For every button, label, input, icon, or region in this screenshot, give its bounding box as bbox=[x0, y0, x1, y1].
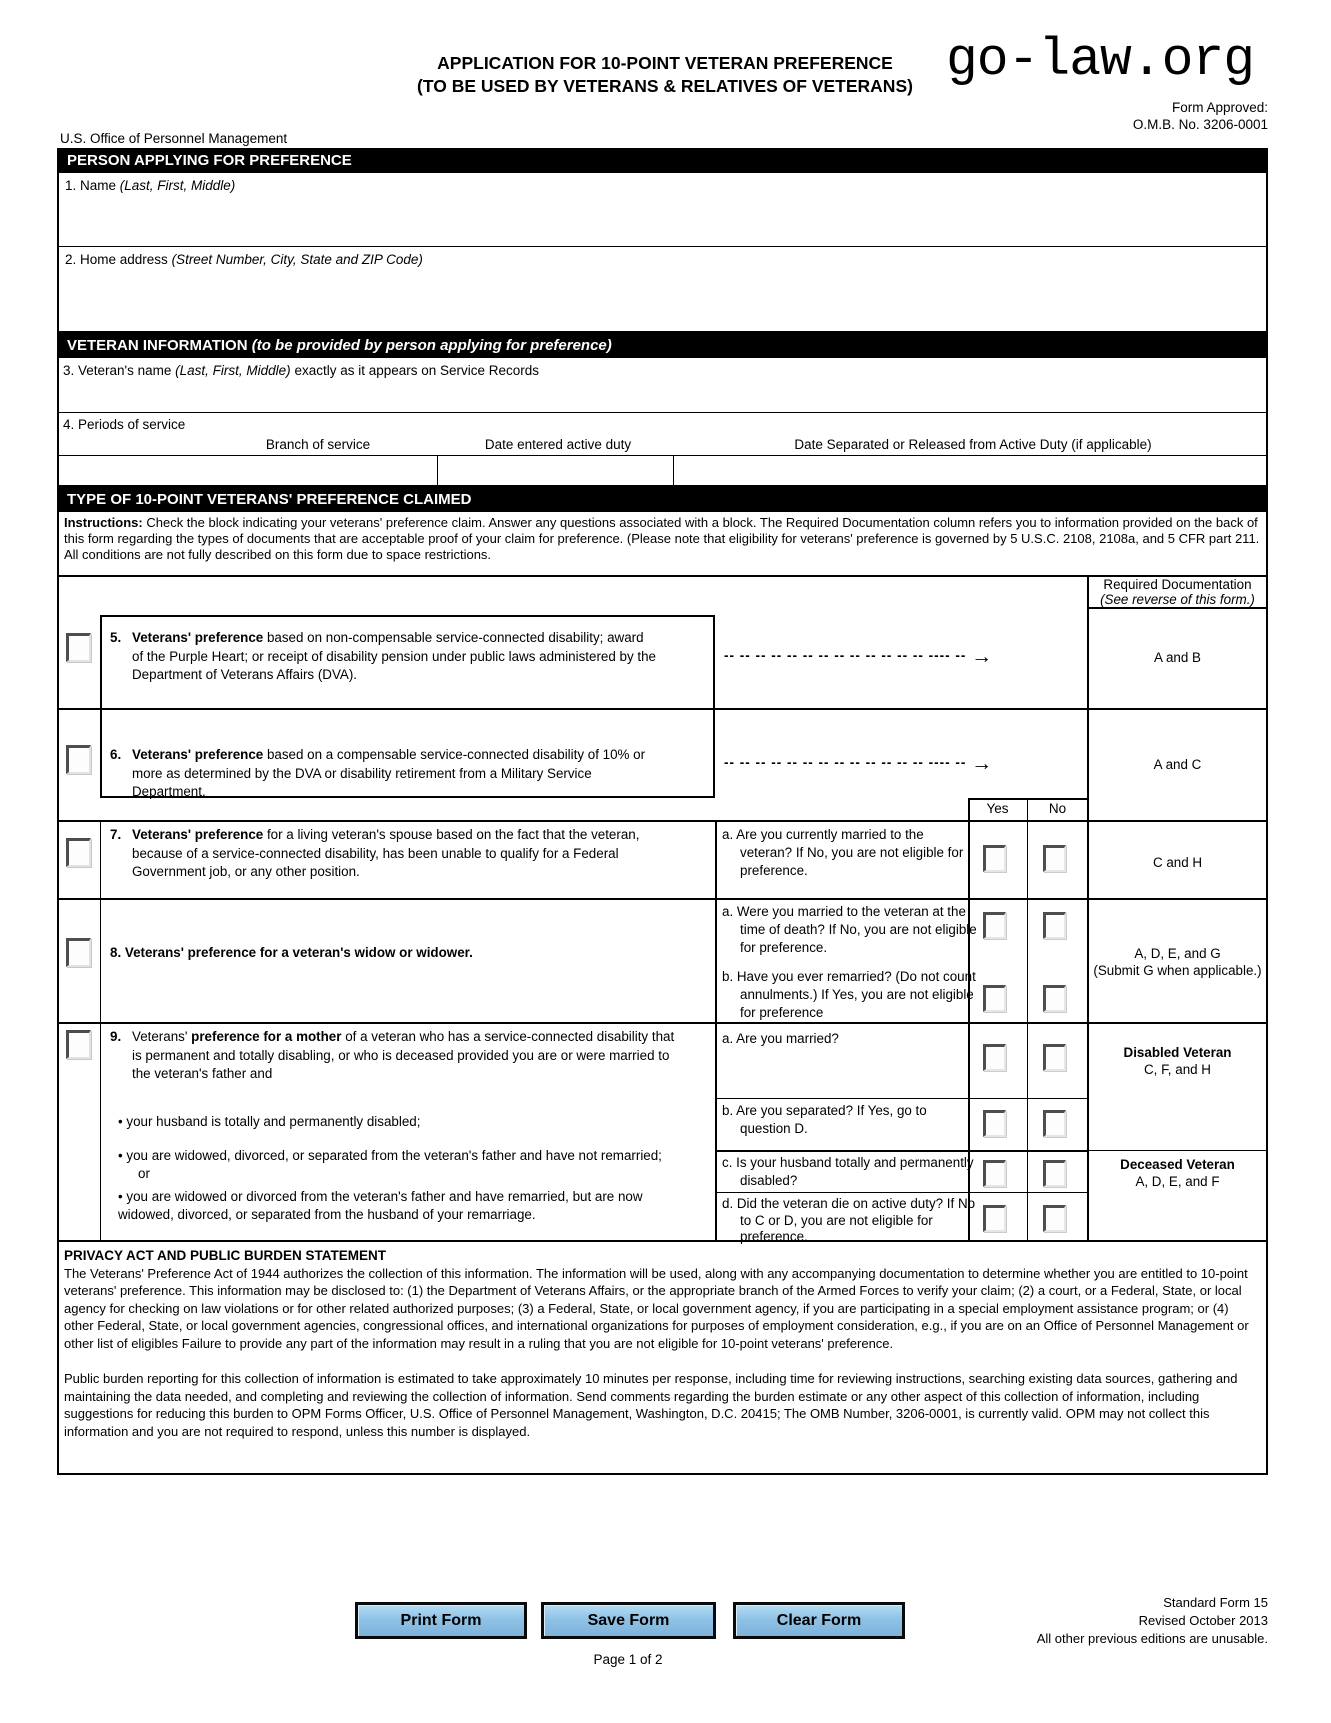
page-number: Page 1 of 2 bbox=[593, 1652, 663, 1667]
q9d-no-checkbox[interactable] bbox=[1043, 1205, 1066, 1232]
item5-dashed-arrow: -- -- -- -- -- -- -- -- -- -- -- -- -- ---- -- → bbox=[724, 645, 994, 668]
save-form-button[interactable]: Save Form bbox=[541, 1602, 716, 1639]
print-form-button[interactable]: Print Form bbox=[355, 1602, 527, 1639]
doc-column-border bbox=[1087, 575, 1089, 1242]
item9-doc-deceased: Deceased Veteran A, D, E, and F bbox=[1120, 1157, 1235, 1189]
name-field-label: 1. Name (Last, First, Middle) bbox=[65, 178, 236, 193]
question-column-border bbox=[715, 820, 717, 1242]
item8-doc: A, D, E, and G (Submit G when applicable.) bbox=[1093, 946, 1262, 978]
arrow-right-icon: → bbox=[971, 752, 994, 775]
row9-subline-ab bbox=[715, 1098, 1087, 1099]
q9c-no-checkbox[interactable] bbox=[1043, 1160, 1066, 1187]
row9-subline-bc bbox=[715, 1150, 1087, 1152]
date-separated-input[interactable] bbox=[676, 457, 1264, 485]
column-header-date-entered: Date entered active duty bbox=[484, 437, 632, 452]
form-title-line1: APPLICATION FOR 10-POINT VETERAN PREFERENCE bbox=[437, 53, 893, 73]
omb-number: O.M.B. No. 3206-0001 bbox=[1132, 116, 1268, 132]
item9-checkbox[interactable] bbox=[66, 1030, 91, 1059]
agency-name: U.S. Office of Personnel Management bbox=[60, 131, 288, 146]
question-7a: a. Are you currently married to the veteran? If No, you are not eligible for preference. bbox=[722, 827, 964, 878]
item5-checkbox[interactable] bbox=[66, 633, 91, 662]
q8b-yes-checkbox[interactable] bbox=[983, 985, 1006, 1012]
doc-column-split-line bbox=[1087, 1150, 1268, 1151]
item6-dashed-arrow: -- -- -- -- -- -- -- -- -- -- -- -- -- ---- -- → bbox=[724, 752, 994, 775]
item9-bullet1: • your husband is totally and permanently disabled; bbox=[118, 1114, 421, 1129]
item5-text: 5. Veterans' preference based on non-compensable service-connected disability; award of the Purple Heart; or receipt of disability pension under public laws administered by the Department of Veterans Affairs (DVA). bbox=[110, 630, 657, 682]
doc-column-header: Required Documentation (See reverse of this form.) bbox=[1100, 577, 1255, 607]
checkbox-column-border bbox=[100, 820, 101, 1242]
row-line-6-7 bbox=[57, 820, 1268, 822]
address-input[interactable] bbox=[60, 270, 1264, 328]
q8a-no-checkbox[interactable] bbox=[1043, 912, 1066, 939]
veteran-name-label: 3. Veteran's name (Last, First, Middle) exactly as it appears on Service Records bbox=[63, 363, 540, 378]
name-input[interactable] bbox=[60, 196, 1264, 242]
q9d-yes-checkbox[interactable] bbox=[983, 1205, 1006, 1232]
arrow-right-icon: → bbox=[971, 645, 994, 668]
form-approved-block bbox=[968, 100, 1268, 133]
question-8a: a. Were you married to the veteran at the time of death? If No, you are not eligible for preference. bbox=[722, 904, 977, 955]
form-revision-date: Revised October 2013 bbox=[1138, 1613, 1268, 1628]
item9-bullet2: • you are widowed, divorced, or separated from the veteran's father and have not remarried; bbox=[118, 1148, 662, 1163]
privacy-section bbox=[64, 1247, 1260, 1440]
item6-text: 6. Veterans' preference based on a compensable service-connected disability of 10% or more as determined by the DVA or disability retirement from a Military Service Department. bbox=[110, 747, 646, 799]
item9-doc-disabled: Disabled Veteran C, F, and H bbox=[1123, 1045, 1232, 1077]
privacy-paragraph-2: Public burden reporting for this collection of information is estimated to take approximately 10 minutes per response, including time for reviewing instructions, searching existing data sources, gathering and maintaining the data needed, and completing and reviewing the collection of information. Send comments regarding the burden estimate or any other aspect of this collection of information, including suggestions for reducing this burden to OPM Forms Officer, U.S. Office of Personnel Management, Washington, D.C. 20415; The OMB Number, 3206-0001, is currently valid. OPM may not collect this information and you are not required to respond, unless this number is displayed. bbox=[64, 1371, 1238, 1439]
question-9a: a. Are you married? bbox=[722, 1031, 839, 1046]
form-approved-label: Form Approved: bbox=[1171, 100, 1268, 115]
q7a-yes-checkbox[interactable] bbox=[983, 845, 1006, 872]
periods-cell-divider-1 bbox=[437, 455, 438, 487]
row9-subline-cd bbox=[715, 1192, 1087, 1193]
form-title bbox=[330, 52, 1000, 98]
item9-bullet2-or: or bbox=[138, 1166, 150, 1181]
item9-text: 9. Veterans' preference for a mother of a veteran who has a service-connected disability that is permanent and totally disabling, or who is deceased provided you are or were married to the veteran's father and bbox=[110, 1029, 675, 1081]
item7-checkbox[interactable] bbox=[66, 838, 91, 867]
no-column-header: No bbox=[1048, 801, 1067, 816]
form-revision-block bbox=[868, 1594, 1268, 1648]
veteran-row-divider bbox=[57, 412, 1268, 413]
address-field-label: 2. Home address (Street Number, City, State and ZIP Code) bbox=[65, 252, 423, 267]
q8a-yes-checkbox[interactable] bbox=[983, 912, 1006, 939]
item8-checkbox[interactable] bbox=[66, 938, 91, 967]
periods-cell-divider-2 bbox=[673, 455, 674, 487]
section-bar-claims: TYPE OF 10-POINT VETERANS' PREFERENCE CLAIMED bbox=[57, 487, 1268, 512]
privacy-paragraph-1: The Veterans' Preference Act of 1944 authorizes the collection of this information. The information will be used, along with any accompanying documentation to determine whether you are entitled to 10-point veterans' preference. This information may be disclosed to: (1) the Department of Veterans Affairs, or the appropriate branch of the Armed Forces to verify your claim; (2) a court, or a Federal, State, or local agency for checking on law violations or for other related authorized purposes; (3) a Federal, State, or local government agency, if you are participating in a special employment assistance program; or (4) other Federal, State, or local government agencies, congressional offices, and international organizations for purposes of employment consideration, e.g., if you are on an Office of Personnel Management or other list of eligibles Failure to provide any part of the information may result in a ruling that you are not eligible for 10-point veterans' preference. bbox=[64, 1265, 1249, 1351]
section-bar-person: PERSON APPLYING FOR PREFERENCE bbox=[57, 148, 1268, 173]
go-law-logo: go-law.org bbox=[946, 30, 1255, 90]
name-field-hint: (Last, First, Middle) bbox=[119, 178, 236, 193]
section-bar-veteran: VETERAN INFORMATION (to be provided by person applying for preference) bbox=[57, 333, 1268, 358]
veteran-name-hint: (Last, First, Middle) bbox=[175, 363, 291, 378]
item6-doc: A and C bbox=[1153, 757, 1202, 772]
item7-text: 7. Veterans' preference for a living veteran's spouse based on the fact that the veteran, because of a service-connected disability, has been unable to qualify for a Federal Government job, or any other position. bbox=[110, 827, 640, 879]
row-line-8-9 bbox=[57, 1022, 1268, 1024]
address-field-hint: (Street Number, City, State and ZIP Code) bbox=[171, 252, 423, 267]
question-9c: c. Is your husband totally and permanently disabled? bbox=[722, 1155, 974, 1188]
column-header-date-separated: Date Separated or Released from Active Duty (if applicable) bbox=[794, 437, 1152, 452]
question-9d: d. Did the veteran die on active duty? If No to C or D, you are not eligible for preference. bbox=[722, 1196, 976, 1244]
clear-form-button[interactable]: Clear Form bbox=[733, 1602, 905, 1639]
q7a-no-checkbox[interactable] bbox=[1043, 845, 1066, 872]
branch-of-service-input[interactable] bbox=[60, 457, 434, 485]
yes-column-header: Yes bbox=[986, 801, 1009, 816]
item7-doc: C and H bbox=[1152, 855, 1203, 870]
item6-checkbox[interactable] bbox=[66, 745, 91, 774]
item5-doc: A and B bbox=[1154, 650, 1201, 665]
q8b-no-checkbox[interactable] bbox=[1043, 985, 1066, 1012]
instructions-text: Instructions: Check the block indicating your veterans' preference claim. Answer any questions associated with a block. The Required Documentation column refers you to information provided on the back of this form regarding the types of documents that are acceptable proof of your claim for preference. (Please note that eligibility for veterans' preference is governed by 5 U.S.C. 2108, 2108a, and 5 CFR part 211. All conditions are not fully described on this form due to space restrictions. bbox=[64, 515, 1260, 562]
item9-bullet3: • you are widowed or divorced from the veteran's father and have remarried, but are now widowed, divorced, or separated from the husband of your remarriage. bbox=[118, 1189, 643, 1222]
q9b-yes-checkbox[interactable] bbox=[983, 1110, 1006, 1137]
doc-header-underline bbox=[1087, 607, 1268, 609]
q9b-no-checkbox[interactable] bbox=[1043, 1110, 1066, 1137]
yes-no-divider bbox=[1027, 798, 1028, 1242]
yesno-header-top bbox=[968, 798, 1087, 800]
periods-header-underline bbox=[57, 455, 1268, 456]
periods-of-service-label: 4. Periods of service bbox=[63, 417, 186, 432]
item8-text: 8. Veterans' preference for a veteran's widow or widower. bbox=[110, 945, 473, 960]
question-9b: b. Are you separated? If Yes, go to question D. bbox=[722, 1103, 927, 1136]
form-number: Standard Form 15 bbox=[1163, 1595, 1268, 1610]
q9c-yes-checkbox[interactable] bbox=[983, 1160, 1006, 1187]
q9a-yes-checkbox[interactable] bbox=[983, 1044, 1006, 1071]
row-line-7-8 bbox=[57, 898, 1268, 900]
form-editions-note: All other previous editions are unusable. bbox=[1036, 1631, 1268, 1646]
q9a-no-checkbox[interactable] bbox=[1043, 1044, 1066, 1071]
question-8b: b. Have you ever remarried? (Do not count annulments.) If Yes, you are not eligible for preference bbox=[722, 969, 976, 1020]
column-header-branch: Branch of service bbox=[265, 437, 371, 452]
date-entered-input[interactable] bbox=[440, 457, 670, 485]
veteran-name-input[interactable] bbox=[60, 382, 1264, 410]
form-title-line2: (TO BE USED BY VETERANS & RELATIVES OF VETERANS) bbox=[417, 76, 913, 96]
person-row-divider bbox=[57, 246, 1268, 247]
privacy-title: PRIVACY ACT AND PUBLIC BURDEN STATEMENT bbox=[64, 1248, 387, 1263]
